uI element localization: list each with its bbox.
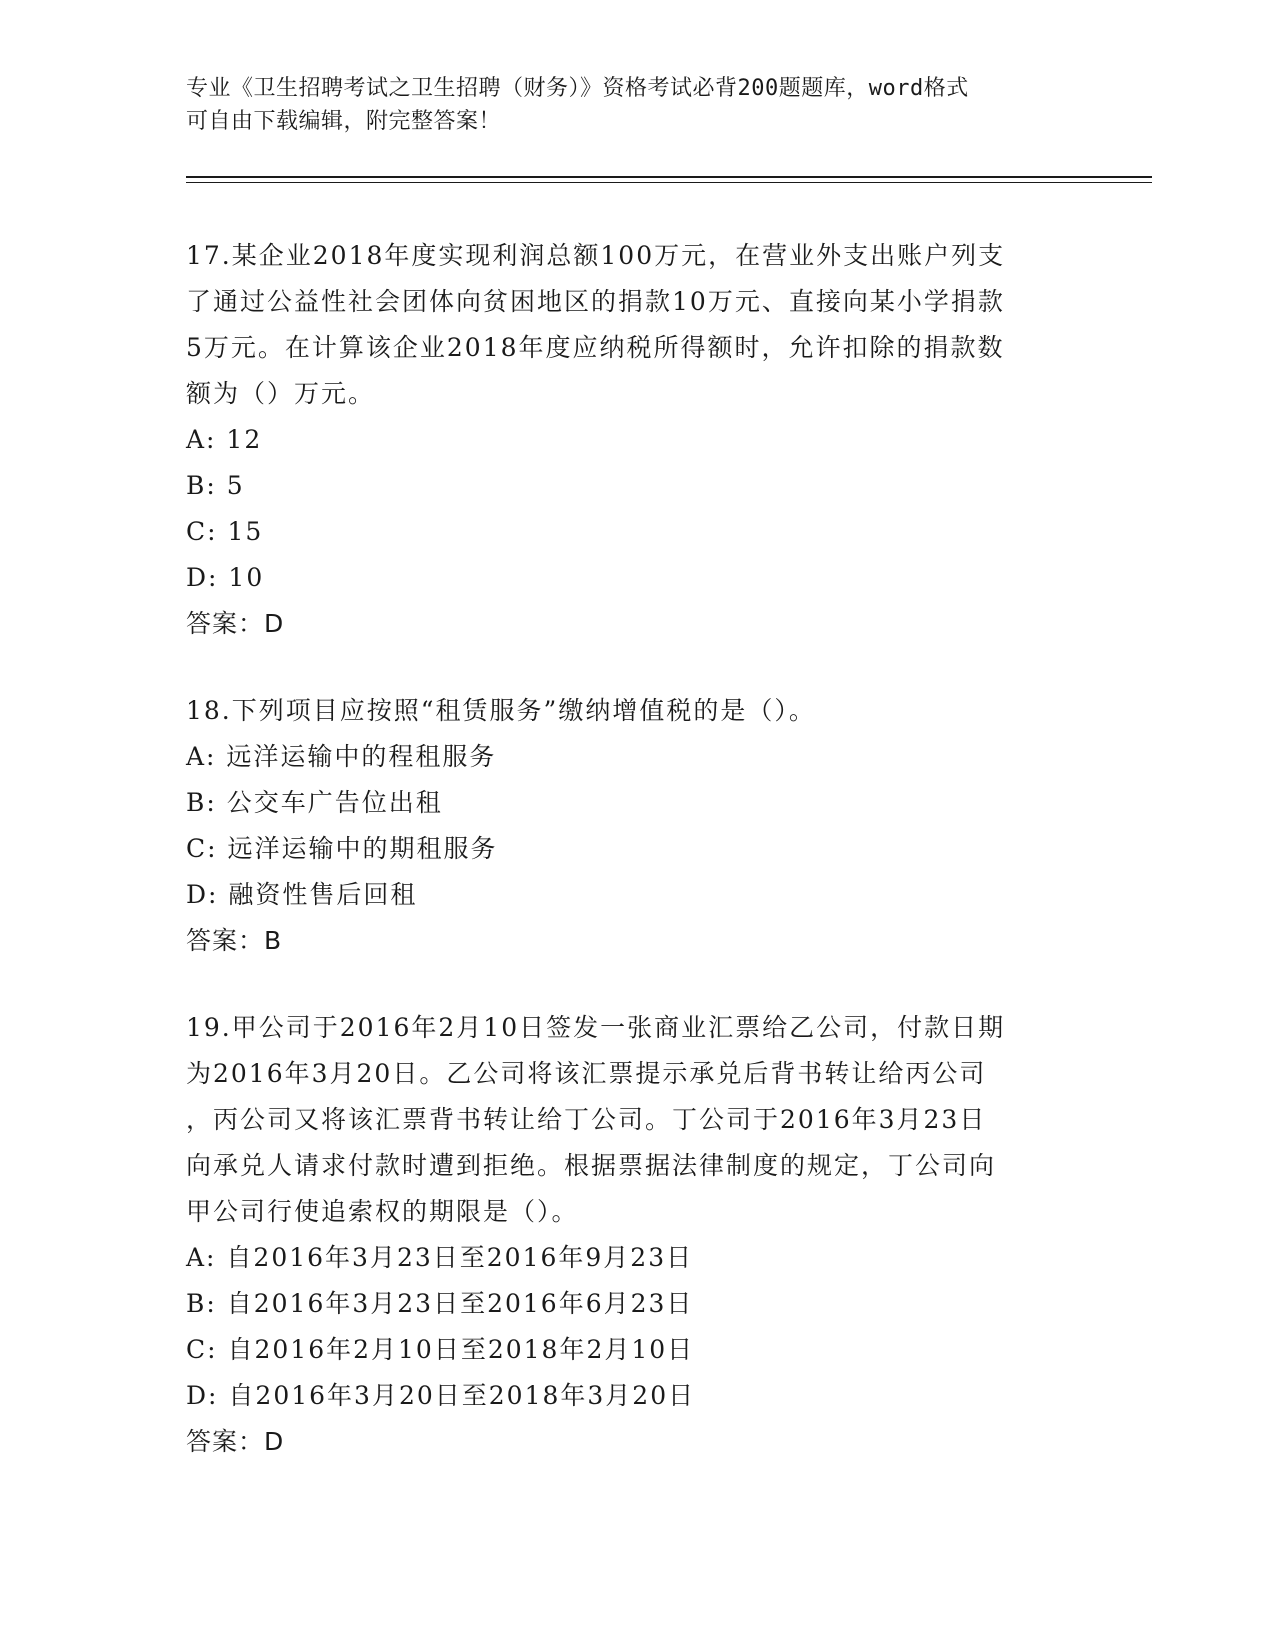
question-stem-line: 18.下列项目应按照“租赁服务”缴纳增值税的是（）。 [186,696,816,725]
question-stem-line: ，丙公司又将该汇票背书转让给丁公司。丁公司于2016年3月23日 [186,1105,987,1134]
option-a: A: 自2016年3月23日至2016年9月23日 [186,1243,694,1272]
option-d: D: 自2016年3月20日至2018年3月20日 [186,1381,696,1410]
option-b: B: 自2016年3月23日至2016年6月23日 [186,1289,694,1318]
question-stem-line: 17.某企业2018年度实现利润总额100万元，在营业外支出账户列支 [186,241,1006,270]
option-d: D: 融资性售后回租 [186,880,418,909]
question-stem-line: 为2016年3月20日。乙公司将该汇票提示承兑后背书转让给丙公司 [186,1059,987,1088]
option-d: D: 10 [186,563,265,592]
option-c: C: 15 [186,517,264,546]
header-line: 可自由下载编辑，附完整答案！ [186,109,502,134]
question-stem-line: 甲公司行使追索权的期限是（）。 [186,1197,579,1226]
answer-label: 答案：D [186,609,285,638]
option-a: A: 远洋运输中的程租服务 [186,742,497,771]
option-b: B: 5 [186,471,245,500]
option-b: B: 公交车广告位出租 [186,788,443,817]
option-a: A: 12 [186,425,263,454]
answer-label: 答案：B [186,926,283,955]
question-stem-line: 额为（）万元。 [186,379,376,408]
header-divider-thin [186,182,1152,183]
question-19 [186,1005,1086,1465]
header-divider-thick [186,176,1152,178]
header-line: 专业《卫生招聘考试之卫生招聘（财务）》资格考试必背200题题库，word格式 [186,76,969,101]
question-17 [186,233,1086,647]
question-stem-line: 19.甲公司于2016年2月10日签发一张商业汇票给乙公司，付款日期 [186,1013,1006,1042]
option-c: C: 远洋运输中的期租服务 [186,834,498,863]
question-stem-line: 了通过公益性社会团体向贫困地区的捐款10万元、直接向某小学捐款 [186,287,1005,316]
question-stem-line: 向承兑人请求付款时遭到拒绝。根据票据法律制度的规定，丁公司向 [186,1151,997,1180]
document-header [186,72,1066,138]
question-stem-line: 5万元。在计算该企业2018年度应纳税所得额时，允许扣除的捐款数 [186,333,1005,362]
question-18 [186,688,1086,964]
option-c: C: 自2016年2月10日至2018年2月10日 [186,1335,695,1364]
answer-label: 答案：D [186,1427,285,1456]
